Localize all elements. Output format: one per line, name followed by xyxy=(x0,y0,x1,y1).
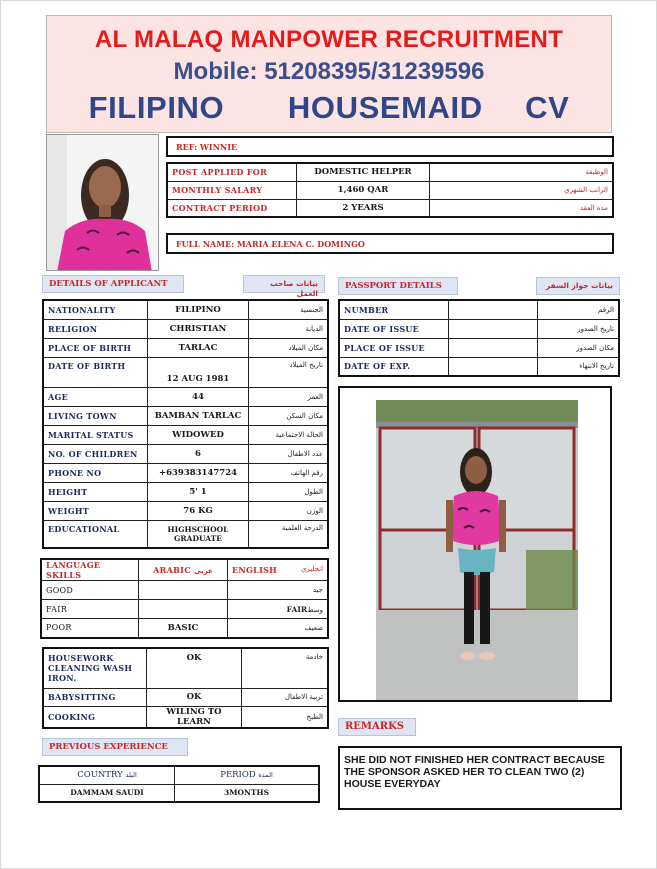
applicant-section-heading-ar xyxy=(243,275,325,298)
applicant-label: LIVING TOWN xyxy=(43,406,148,425)
applicant-row xyxy=(43,406,328,425)
reference-box xyxy=(166,136,614,157)
passport-section-heading xyxy=(338,277,458,295)
applicant-label-ar: الحالة الاجتماعية xyxy=(249,425,329,444)
passport-label-ar: مكان الصدور xyxy=(538,338,620,357)
language-level: POOR xyxy=(41,619,139,638)
applicant-row xyxy=(43,387,328,406)
applicant-label-ar: مكان الميلاد xyxy=(249,338,329,357)
applicant-label: HEIGHT xyxy=(43,482,148,501)
applicant-value: WIDOWED xyxy=(148,425,249,444)
experience-section-heading xyxy=(42,738,188,756)
remarks-heading-text: REMARKS xyxy=(345,721,404,732)
applicant-face-photo xyxy=(46,134,159,271)
job-label-ar: الراتب الشهري xyxy=(430,181,614,199)
applicant-row xyxy=(43,482,328,501)
applicant-label-ar: مكان السكن xyxy=(249,406,329,425)
applicant-row xyxy=(43,338,328,357)
job-row xyxy=(167,181,613,199)
arabic-column-header xyxy=(139,559,228,581)
cv-title: FILIPINO HOUSEMAID CV xyxy=(88,90,570,125)
job-value: 1,460 QAR xyxy=(297,181,430,199)
applicant-value: 5' 1 xyxy=(148,482,249,501)
applicant-value: 76 KG xyxy=(148,501,249,520)
skill-label: HOUSEWORK CLEANING WASH IRON. xyxy=(43,648,147,688)
english-label: ENGLISH xyxy=(232,565,278,575)
passport-table xyxy=(338,299,620,377)
passport-label-ar: تاريخ الانتهاء xyxy=(538,357,620,376)
full-name-box xyxy=(166,233,614,254)
cv-header xyxy=(46,15,612,133)
skill-label: COOKING xyxy=(43,706,147,728)
language-level-ar: جيد xyxy=(312,586,323,594)
job-row xyxy=(167,163,613,181)
job-label: CONTRACT PERIOD xyxy=(167,199,297,217)
skill-row xyxy=(43,648,328,688)
applicant-value: BAMBAN TARLAC xyxy=(148,406,249,425)
period-label-ar: المدة xyxy=(258,771,273,780)
applicant-label: AGE xyxy=(43,387,148,406)
passport-row xyxy=(339,338,619,357)
reference-code: REF: WINNIE xyxy=(176,142,238,152)
applicant-row xyxy=(43,463,328,482)
skills-table xyxy=(42,647,329,729)
applicant-label-ar: الوزن xyxy=(249,501,329,520)
applicant-label-ar: الجنسية xyxy=(249,300,329,319)
applicant-label: WEIGHT xyxy=(43,501,148,520)
country-label: COUNTRY xyxy=(77,770,123,781)
applicant-label-ar: تاريخ الميلاد xyxy=(249,357,329,387)
language-level: GOOD xyxy=(41,581,139,600)
skill-label-ar: خادمة xyxy=(242,648,329,688)
job-label-ar: مدة العقد xyxy=(430,199,614,217)
applicant-value: +639383147724 xyxy=(148,463,249,482)
skill-value: WILING TO LEARN xyxy=(147,706,242,728)
job-label: POST APPLIED FOR xyxy=(167,163,297,181)
full-name: FULL NAME: MARIA ELENA C. DOMINGO xyxy=(176,239,365,249)
company-name: AL MALAQ MANPOWER RECRUITMENT xyxy=(94,26,564,53)
language-row xyxy=(41,581,328,600)
applicant-label-ar: رقم الهاتف xyxy=(249,463,329,482)
applicant-heading-text: DETAILS OF APPLICANT xyxy=(49,279,168,289)
remarks-text: SHE DID NOT FINISHED HER CONTRACT BECAUSE THE SPONSOR ASKED HER TO CLEAN TWO (2) HOUSE EVERYDAY xyxy=(344,754,605,790)
applicant-label-ar: الطول xyxy=(249,482,329,501)
applicant-value: HIGHSCHOOL GRADUATE xyxy=(148,520,249,548)
language-level-ar: ضعيف xyxy=(304,623,323,632)
job-label-ar: الوظيفة xyxy=(430,163,614,181)
applicant-row xyxy=(43,501,328,520)
applicant-value: CHRISTIAN xyxy=(148,319,249,338)
passport-heading-ar-text: بيانات جواز السفر xyxy=(545,281,613,290)
applicant-value: 44 xyxy=(148,387,249,406)
applicant-value: FILIPINO xyxy=(148,300,249,319)
experience-country: DAMMAM SAUDI xyxy=(39,784,175,802)
passport-heading-text: PASSPORT DETAILS xyxy=(345,281,442,291)
skill-row xyxy=(43,706,328,728)
passport-value xyxy=(449,338,538,357)
applicant-label: PHONE NO xyxy=(43,463,148,482)
passport-label: NUMBER xyxy=(339,300,449,319)
applicant-row xyxy=(43,444,328,463)
language-level-ar: وسط xyxy=(307,605,323,614)
applicant-label: NATIONALITY xyxy=(43,300,148,319)
job-row xyxy=(167,199,613,217)
english-level-cell xyxy=(228,619,329,638)
passport-value xyxy=(449,319,538,338)
english-level-cell xyxy=(228,600,329,619)
job-value: DOMESTIC HELPER xyxy=(297,163,430,181)
applicant-section-heading xyxy=(42,275,184,293)
applicant-label: DATE OF BIRTH xyxy=(43,357,148,387)
experience-table xyxy=(38,765,320,803)
applicant-label-ar: الدرجة العلمية xyxy=(249,520,329,548)
applicant-label: MARITAL STATUS xyxy=(43,425,148,444)
job-table xyxy=(166,162,614,218)
period-label: PERIOD xyxy=(220,770,256,781)
skill-label-ar: تربية الاطفال xyxy=(242,688,329,706)
remarks-section-heading xyxy=(338,718,416,736)
language-row xyxy=(41,600,328,619)
passport-value xyxy=(449,357,538,376)
arabic-label: ARABIC xyxy=(153,565,191,575)
applicant-row xyxy=(43,300,328,319)
english-column-header xyxy=(228,559,329,581)
applicant-label: RELIGION xyxy=(43,319,148,338)
passport-label: PLACE OF ISSUE xyxy=(339,338,449,357)
passport-row xyxy=(339,300,619,319)
skill-row xyxy=(43,688,328,706)
applicant-label: PLACE OF BIRTH xyxy=(43,338,148,357)
experience-row xyxy=(39,784,319,802)
language-table xyxy=(40,558,329,639)
company-mobile: Mobile: 51208395/31239596 xyxy=(173,58,485,85)
job-value: 2 YEARS xyxy=(297,199,430,217)
passport-value xyxy=(449,300,538,319)
english-label-ar: انجليزي xyxy=(300,565,323,573)
skill-value: OK xyxy=(147,648,242,688)
passport-label-ar: الرقم xyxy=(538,300,620,319)
applicant-value: 12 AUG 1981 xyxy=(148,357,249,387)
applicant-row xyxy=(43,319,328,338)
experience-heading-text: PREVIOUS EXPERIENCE xyxy=(49,742,168,752)
english-level-cell xyxy=(228,581,329,600)
passport-row xyxy=(339,357,619,376)
passport-section-heading-ar xyxy=(536,277,620,295)
arabic-level-value xyxy=(139,600,228,619)
language-heading: LANGUAGE SKILLS xyxy=(41,559,139,581)
language-row xyxy=(41,619,328,638)
passport-label-ar: تاريخ الصدور xyxy=(538,319,620,338)
applicant-full-photo xyxy=(376,400,578,700)
english-level-value: FAIR xyxy=(286,604,308,614)
applicant-row xyxy=(43,425,328,444)
country-label-ar: البلد xyxy=(125,771,137,780)
experience-period: 3MONTHS xyxy=(175,784,320,802)
passport-row xyxy=(339,319,619,338)
job-label: MONTHLY SALARY xyxy=(167,181,297,199)
applicant-label-ar: العمر xyxy=(249,387,329,406)
applicant-row xyxy=(43,520,328,548)
period-column-header xyxy=(175,766,320,784)
applicant-label: EDUCATIONAL xyxy=(43,520,148,548)
applicant-row xyxy=(43,357,328,387)
applicant-table xyxy=(42,299,329,549)
applicant-value: TARLAC xyxy=(148,338,249,357)
experience-header-row xyxy=(39,766,319,784)
passport-label: DATE OF ISSUE xyxy=(339,319,449,338)
skill-label-ar: الطبخ xyxy=(242,706,329,728)
skill-label: BABYSITTING xyxy=(43,688,147,706)
applicant-value: 6 xyxy=(148,444,249,463)
language-header-row xyxy=(41,559,328,581)
country-column-header xyxy=(39,766,175,784)
skill-value: OK xyxy=(147,688,242,706)
applicant-label-ar: الديانة xyxy=(249,319,329,338)
passport-label: DATE OF EXP. xyxy=(339,357,449,376)
applicant-label-ar: عدد الاطفال xyxy=(249,444,329,463)
applicant-heading-ar-text: بيانات صاحب العمل xyxy=(270,279,318,298)
language-level: FAIR xyxy=(41,600,139,619)
arabic-label-ar: عربي xyxy=(193,567,213,575)
remarks-box xyxy=(338,746,622,810)
arabic-level-value: BASIC xyxy=(139,619,228,638)
arabic-level-value xyxy=(139,581,228,600)
applicant-label: NO. OF CHILDREN xyxy=(43,444,148,463)
